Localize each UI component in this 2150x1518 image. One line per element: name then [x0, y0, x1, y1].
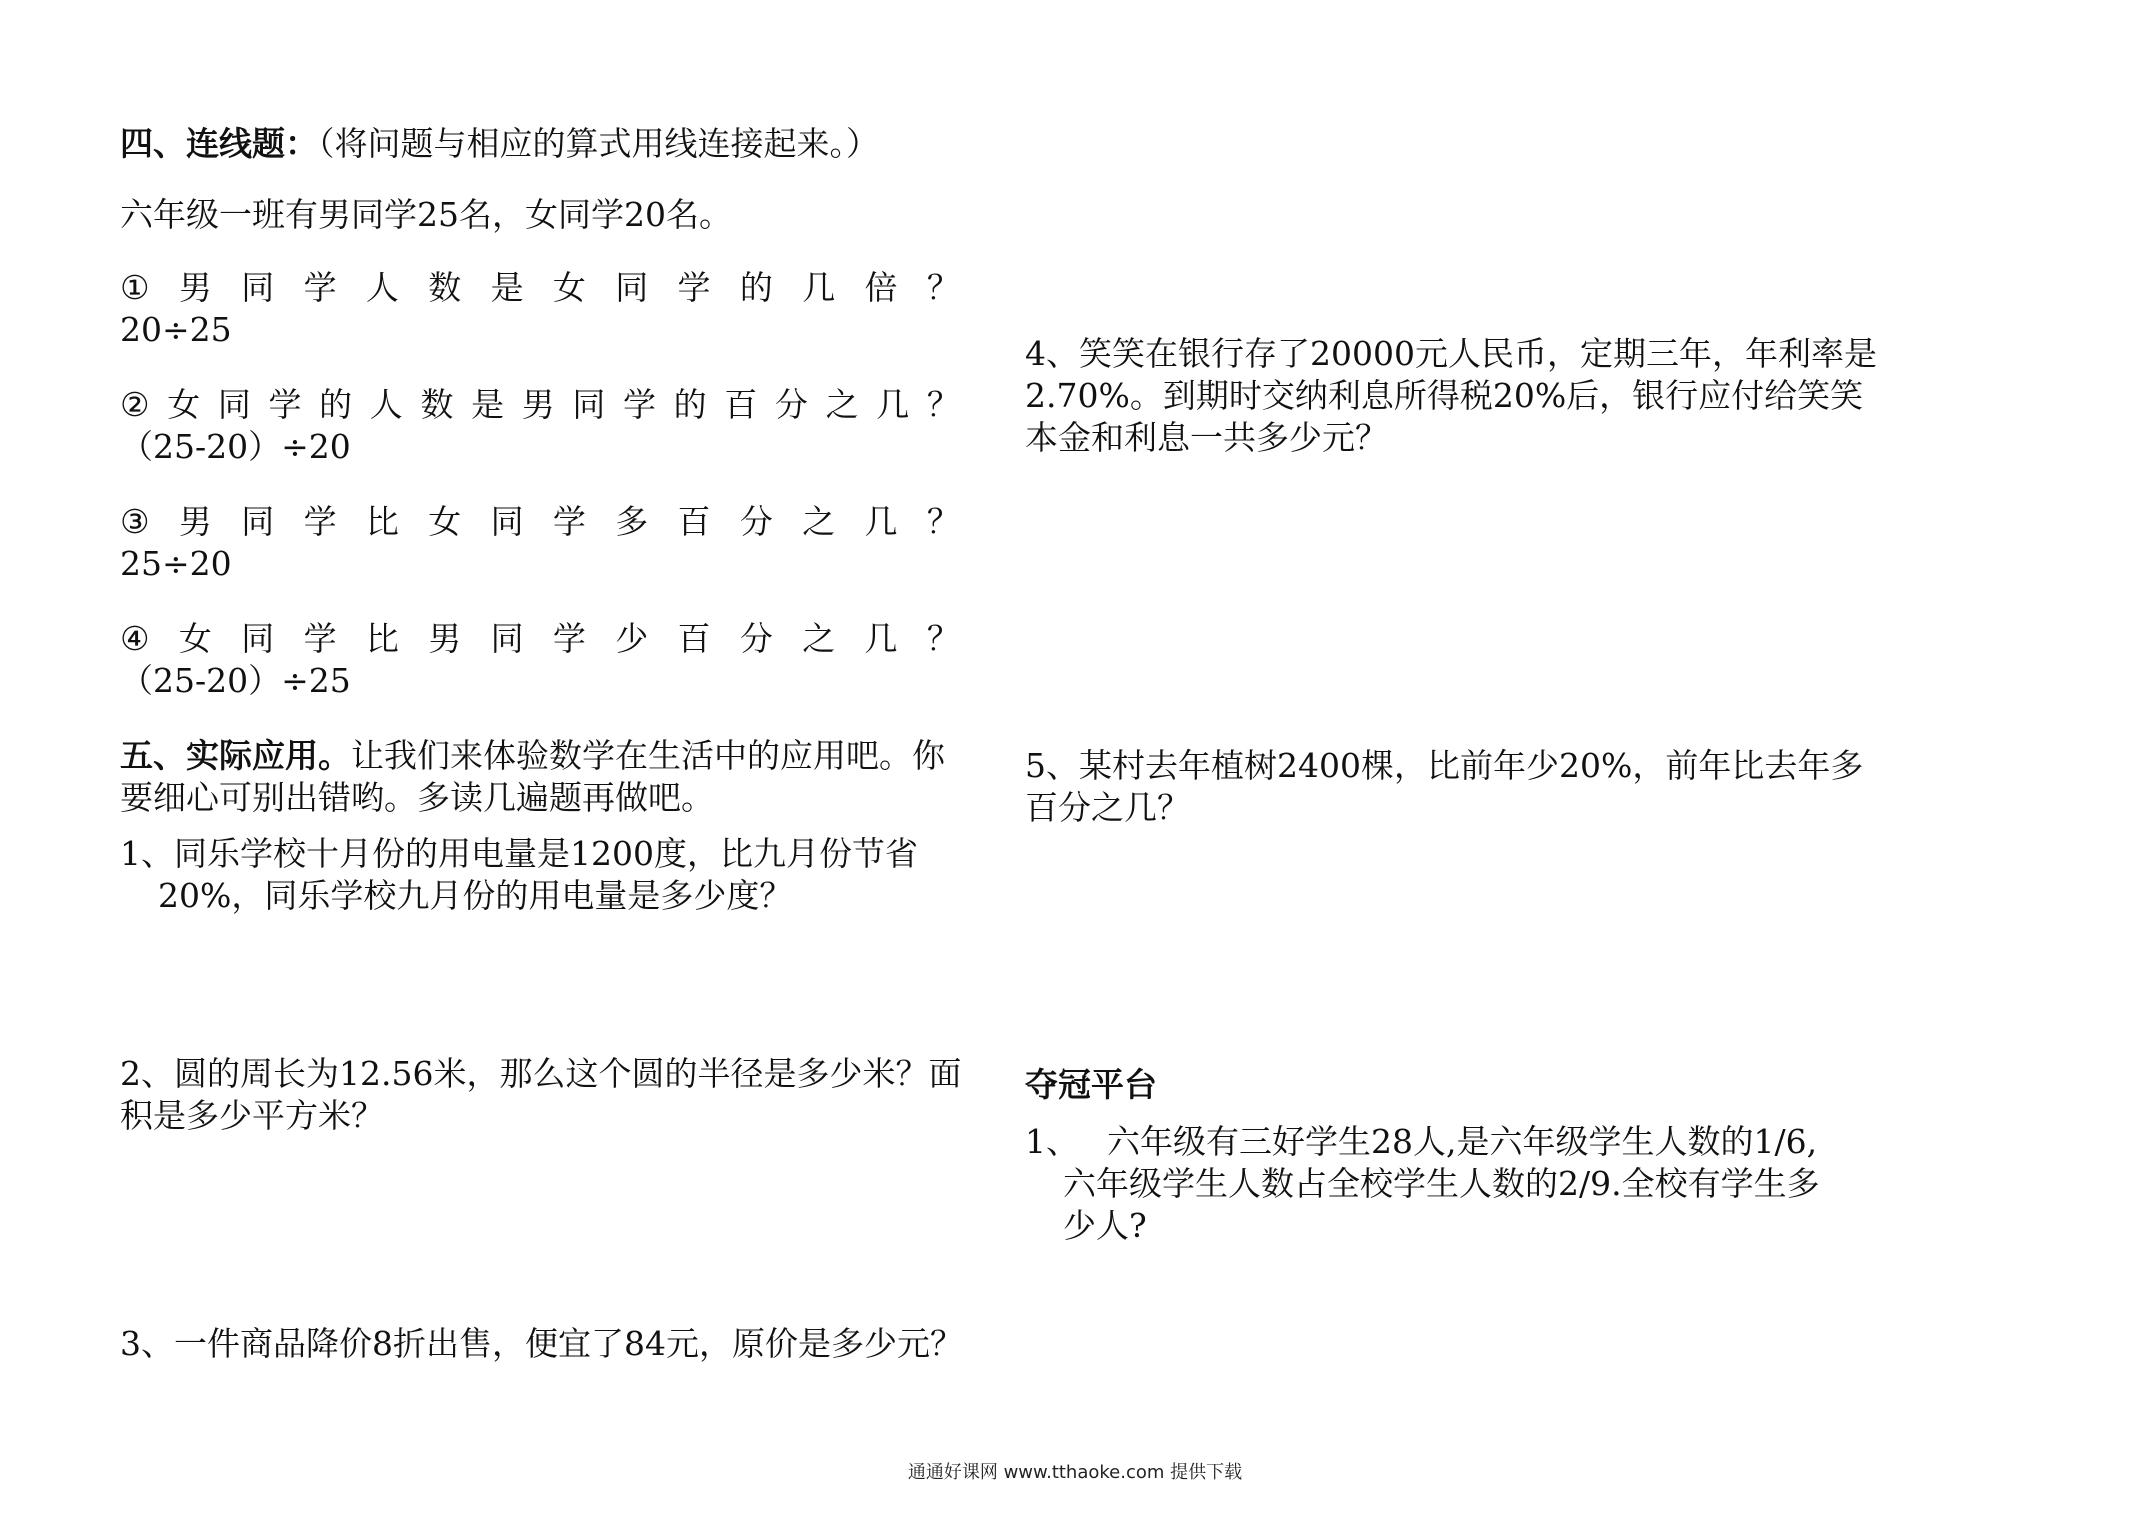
champion-heading: 夺冠平台: [1025, 1065, 1157, 1104]
section4-heading: 四、连线题：: [120, 124, 318, 163]
section5-intro-1: 让我们来体验数学在生活中的应用吧。你: [351, 736, 945, 775]
problem-1-line-1: 1、同乐学校十月份的用电量是1200度，比九月份节省: [120, 834, 918, 873]
match-formula-2: （25-20）÷20: [120, 427, 351, 466]
section4-instruction: （将问题与相应的算式用线连接起来。）: [318, 124, 879, 163]
match-question-1: ① 男 同 学 人 数 是 女 同 学 的 几 倍 ？: [120, 268, 960, 307]
section5-title: [120, 734, 945, 778]
problem-3-line-1: 3、一件商品降价8折出售，便宜了84元，原价是多少元？: [120, 1324, 963, 1363]
champion-q1-line-1: 六年级有三好学生28人,是六年级学生人数的1/6,: [1107, 1122, 1818, 1161]
match-question-4: ④ 女 同 学 比 男 同 学 少 百 分 之 几 ？: [120, 619, 960, 658]
problem-2-line-2: 积是多少平方米？: [120, 1096, 384, 1135]
match-formula-4: （25-20）÷25: [120, 661, 351, 700]
problem-4-line-1: 4、笑笑在银行存了20000元人民币，定期三年，年利率是: [1025, 334, 1877, 373]
problem-1-line-2: 20%，同乐学校九月份的用电量是多少度？: [158, 876, 793, 915]
problem-5-line-1: 5、某村去年植树2400棵，比前年少20%，前年比去年多: [1025, 746, 1864, 785]
section4-title: [120, 122, 879, 166]
section5-heading: 五、实际应用。: [120, 736, 351, 775]
section5-intro-2: 要细心可别出错哟。多读几遍题再做吧。: [120, 778, 714, 817]
problem-2-line-1: 2、圆的周长为12.56米，那么这个圆的半径是多少米？面: [120, 1054, 962, 1093]
match-question-2: ② 女 同 学 的 人 数 是 男 同 学 的 百 分 之 几 ？: [120, 385, 960, 424]
problem-4-line-3: 本金和利息一共多少元？: [1025, 418, 1388, 457]
champion-q1-number: 1、: [1025, 1122, 1079, 1161]
match-formula-1: 20÷25: [120, 310, 232, 349]
footer-source: 通通好课网 www.tthaoke.com 提供下载: [907, 1462, 1243, 1483]
section4-premise: 六年级一班有男同学25名，女同学20名。: [120, 195, 732, 234]
champion-q1-line-2: 六年级学生人数占全校学生人数的2/9.全校有学生多: [1063, 1164, 1820, 1203]
problem-4-line-2: 2.70%。到期时交纳利息所得税20%后，银行应付给笑笑: [1025, 376, 1864, 415]
match-question-3: ③ 男 同 学 比 女 同 学 多 百 分 之 几 ？: [120, 502, 960, 541]
problem-5-line-2: 百分之几？: [1025, 788, 1190, 827]
champion-q1-line-3: 少人?: [1063, 1206, 1147, 1245]
match-formula-3: 25÷20: [120, 544, 232, 583]
